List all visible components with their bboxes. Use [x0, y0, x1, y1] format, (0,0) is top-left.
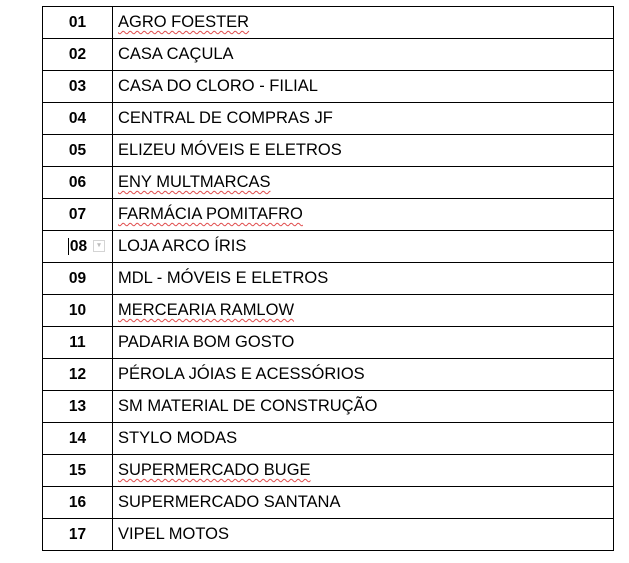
table-row[interactable]: [43, 359, 614, 391]
table-row[interactable]: [43, 167, 614, 199]
store-name-cell[interactable]: [113, 295, 614, 327]
store-name-cell[interactable]: [113, 7, 614, 39]
row-number-text: 02: [68, 45, 87, 63]
table-row[interactable]: [43, 391, 614, 423]
store-name-cell[interactable]: [113, 359, 614, 391]
row-number-text: 08: [69, 237, 88, 255]
store-name: CASA CAÇULA: [118, 45, 234, 63]
store-name: MDL - MÓVEIS E ELETROS: [118, 269, 329, 287]
row-number[interactable]: [43, 455, 113, 487]
table-row[interactable]: [43, 455, 614, 487]
store-name: LOJA ARCO ÍRIS: [118, 237, 247, 255]
store-list-table: [42, 6, 614, 551]
row-number[interactable]: [43, 391, 113, 423]
table-row[interactable]: [43, 71, 614, 103]
row-number[interactable]: [43, 71, 113, 103]
store-name-cell[interactable]: [113, 263, 614, 295]
row-number-text: 16: [68, 493, 87, 511]
table-row[interactable]: [43, 231, 614, 263]
store-name-cell[interactable]: [113, 71, 614, 103]
row-number[interactable]: [43, 295, 113, 327]
store-name: PADARIA BOM GOSTO: [118, 333, 295, 351]
row-number[interactable]: [43, 519, 113, 551]
row-number-text: 04: [68, 109, 87, 127]
row-number[interactable]: [43, 199, 113, 231]
table-row[interactable]: [43, 135, 614, 167]
row-number-text: 17: [68, 525, 87, 543]
store-name-cell[interactable]: [113, 167, 614, 199]
store-name-cell[interactable]: [113, 135, 614, 167]
text-cursor: [68, 238, 69, 255]
chevron-down-icon[interactable]: ▾: [93, 240, 105, 252]
store-name-cell[interactable]: [113, 199, 614, 231]
table-row[interactable]: [43, 423, 614, 455]
row-number[interactable]: [43, 327, 113, 359]
row-number[interactable]: [43, 7, 113, 39]
row-number-text: 11: [69, 333, 86, 351]
row-number-text: 05: [68, 141, 87, 159]
row-number[interactable]: [43, 487, 113, 519]
store-name-cell[interactable]: [113, 391, 614, 423]
store-name-cell[interactable]: [113, 231, 614, 263]
table-row[interactable]: [43, 487, 614, 519]
row-number[interactable]: [43, 263, 113, 295]
row-number-text: 09: [68, 269, 87, 287]
table-row[interactable]: [43, 519, 614, 551]
row-number-text: 01: [68, 13, 87, 31]
table-body: [43, 7, 614, 551]
row-number[interactable]: [43, 359, 113, 391]
row-number-text: 10: [68, 301, 87, 319]
row-number[interactable]: [43, 231, 113, 263]
table-row[interactable]: [43, 199, 614, 231]
row-number[interactable]: [43, 423, 113, 455]
store-name-cell[interactable]: [113, 423, 614, 455]
row-number-text: 12: [68, 365, 87, 383]
row-number[interactable]: [43, 103, 113, 135]
store-name-cell[interactable]: [113, 455, 614, 487]
row-number[interactable]: [43, 39, 113, 71]
store-name-cell[interactable]: [113, 519, 614, 551]
store-name: ENY MULTMARCAS: [118, 173, 271, 191]
row-number[interactable]: [43, 135, 113, 167]
store-name-cell[interactable]: [113, 487, 614, 519]
store-name: SM MATERIAL DE CONSTRUÇÃO: [118, 397, 378, 415]
store-name: CASA DO CLORO - FILIAL: [118, 77, 318, 95]
store-name-cell[interactable]: [113, 103, 614, 135]
store-name: STYLO MODAS: [118, 429, 238, 447]
row-number-text: 14: [68, 429, 87, 447]
store-name-cell[interactable]: [113, 327, 614, 359]
store-name-cell[interactable]: [113, 39, 614, 71]
store-name: CENTRAL DE COMPRAS JF: [118, 109, 333, 127]
store-name: SUPERMERCADO BUGE: [118, 461, 311, 479]
table-row[interactable]: [43, 263, 614, 295]
table-row[interactable]: [43, 327, 614, 359]
store-name: FARMÁCIA POMITAFRO: [118, 205, 303, 223]
row-number-text: 15: [68, 461, 87, 479]
store-name: SUPERMERCADO SANTANA: [118, 493, 341, 511]
table-row[interactable]: [43, 295, 614, 327]
store-name: ELIZEU MÓVEIS E ELETROS: [118, 141, 342, 159]
table-row[interactable]: [43, 39, 614, 71]
row-number[interactable]: [43, 167, 113, 199]
row-number-text: 07: [68, 205, 87, 223]
table-row[interactable]: [43, 103, 614, 135]
store-name: AGRO FOESTER: [118, 13, 250, 31]
table-row[interactable]: [43, 7, 614, 39]
row-number-text: 03: [68, 77, 87, 95]
store-name: VIPEL MOTOS: [118, 525, 229, 543]
row-number-text: 06: [68, 173, 87, 191]
row-number-text: 13: [68, 397, 87, 415]
store-name: MERCEARIA RAMLOW: [118, 301, 295, 319]
store-name: PÉROLA JÓIAS E ACESSÓRIOS: [118, 365, 365, 383]
